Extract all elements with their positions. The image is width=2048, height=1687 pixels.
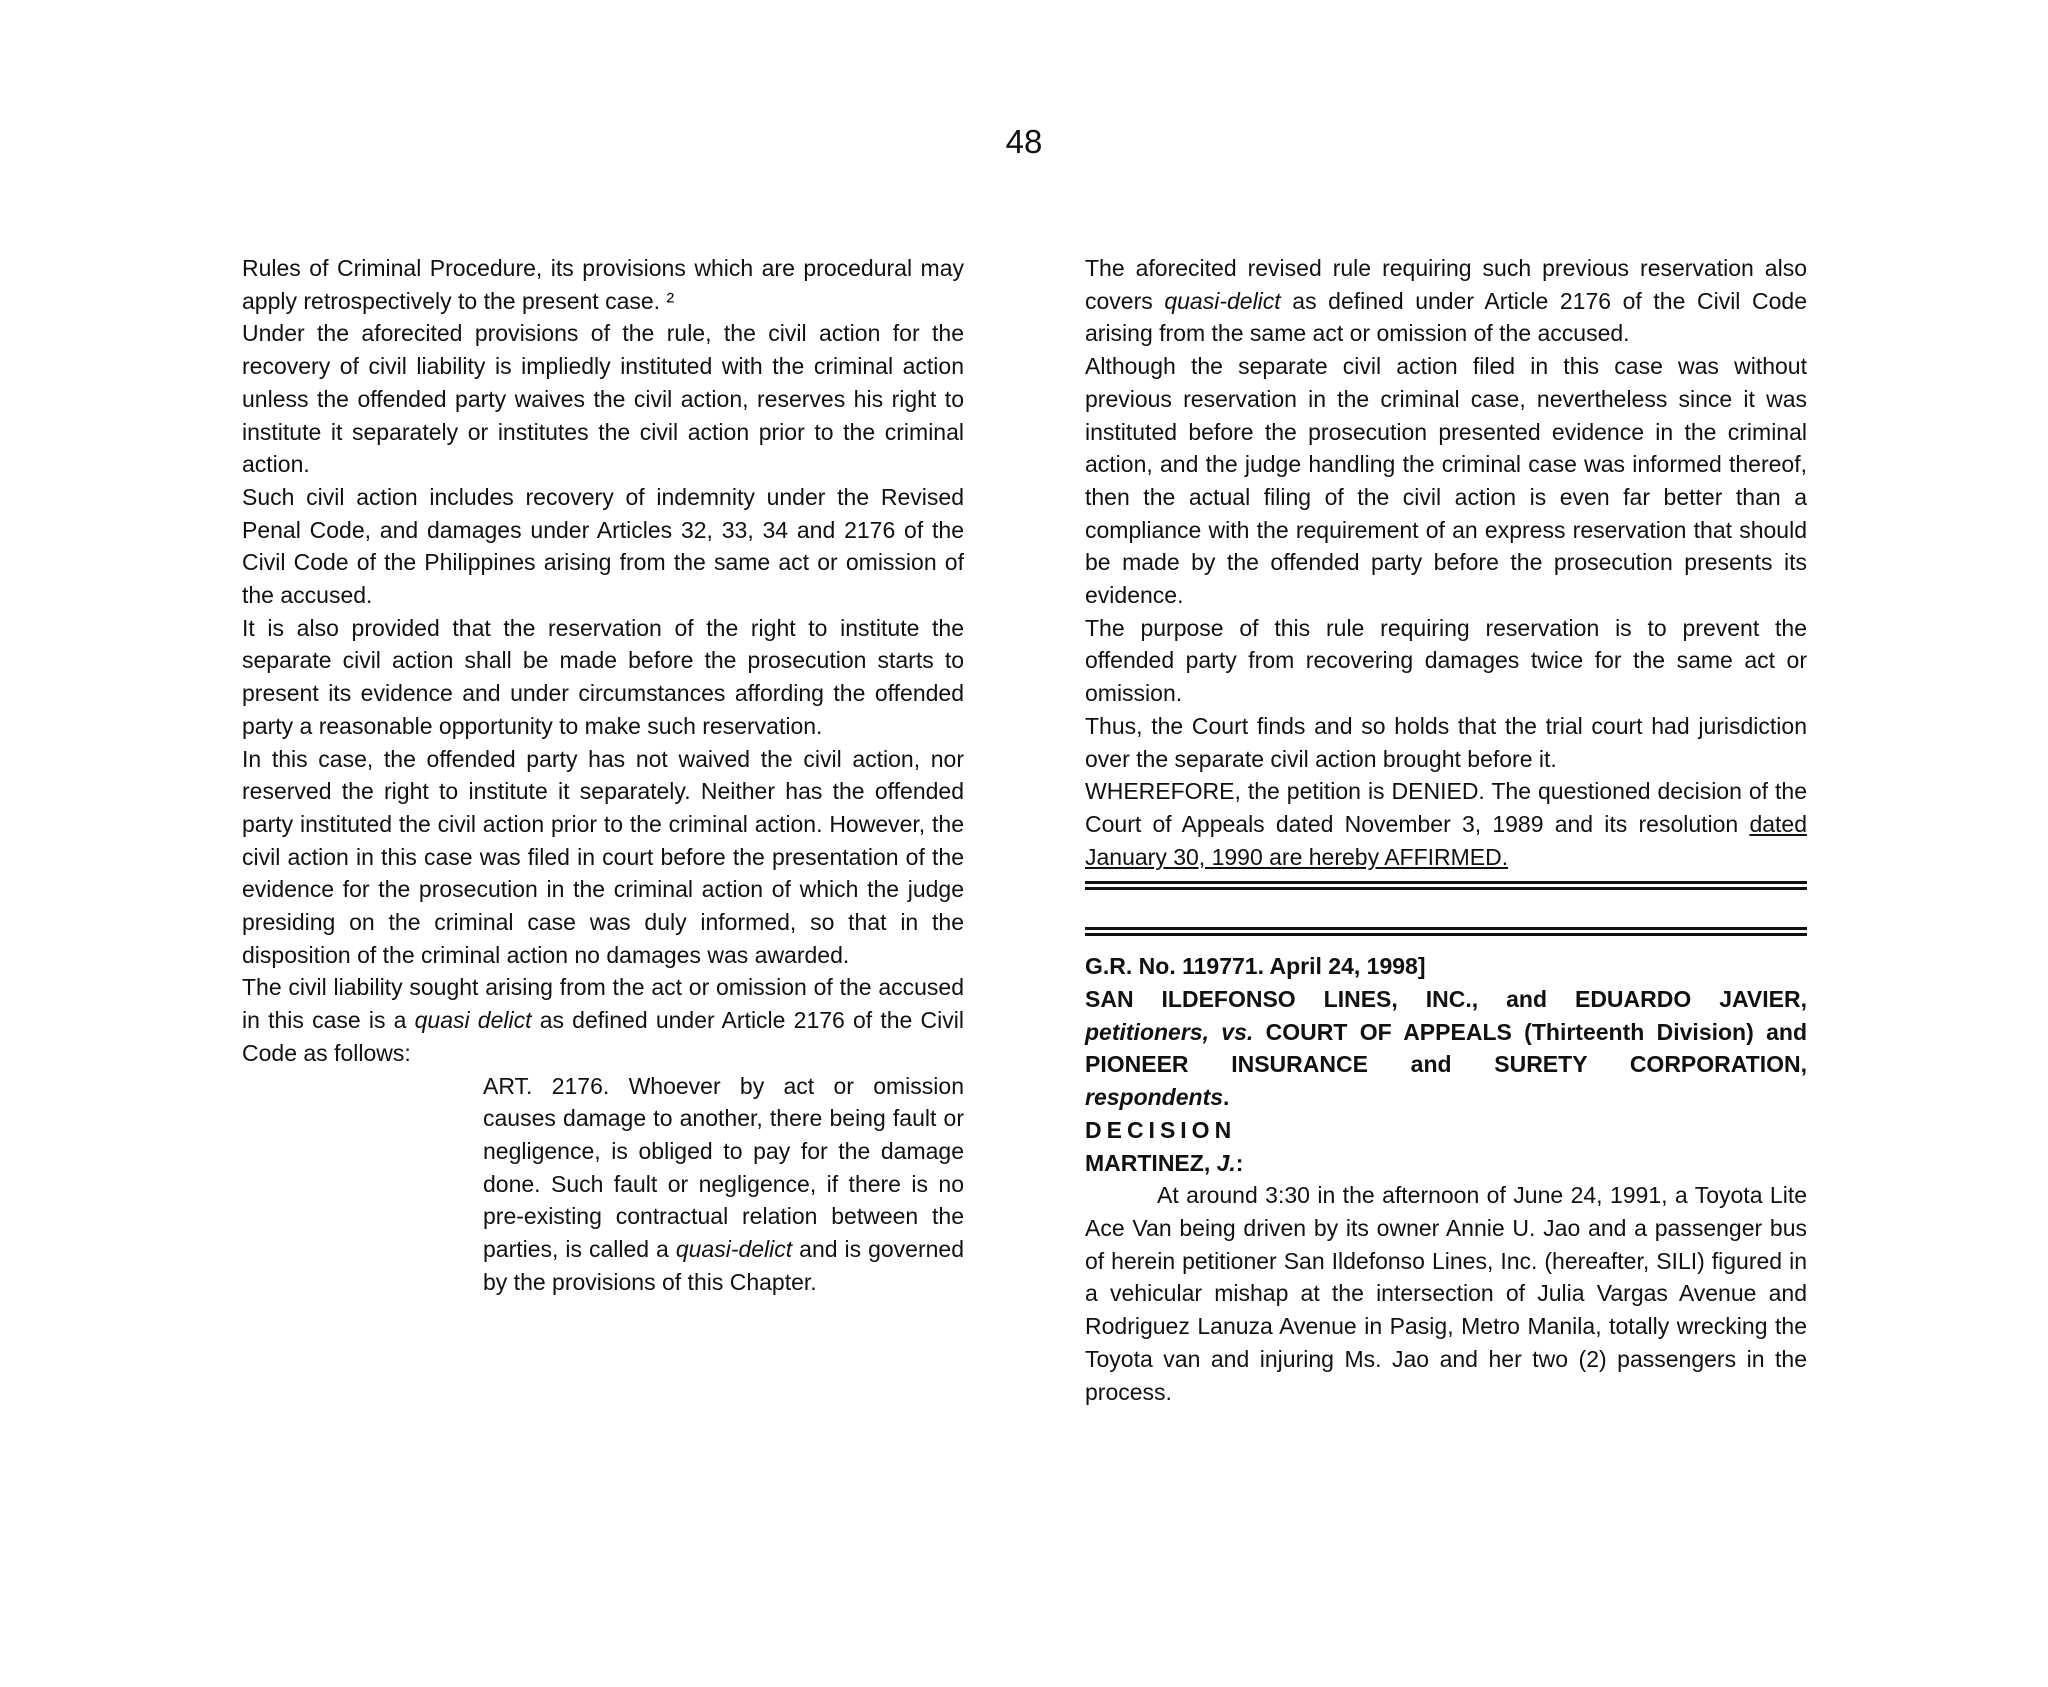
italic-term: petitioners, vs. xyxy=(1085,1018,1254,1045)
paragraph: The purpose of this rule requiring reservation is to prevent the offended party from recovering damages twice for the same act or omission. xyxy=(1085,614,1807,707)
decision-heading: DECISION xyxy=(1085,1116,1237,1143)
left-column xyxy=(242,252,964,1299)
page-number: 48 xyxy=(1005,123,1043,160)
right-column xyxy=(1085,252,1807,1408)
text-run: MARTINEZ, xyxy=(1085,1149,1217,1176)
text-run: and is governed by the provisions of this Chapter. xyxy=(483,1236,964,1295)
text-run: ART. 2176. Whoever by act or omission causes damage to another, there being fault or negligence, is obliged to pay for the damage done. Such fault or negligence, if there is no pre-existing contractual relation between the parties, is called a xyxy=(483,1072,964,1263)
text-run: COURT OF APPEALS (Thirteenth Division) and PIONEER INSURANCE and SURETY CORPORATION, xyxy=(1085,1018,1807,1078)
justice-name xyxy=(1085,1147,1807,1180)
text-run: SAN ILDEFONSO LINES, INC., and EDUARDO JAVIER, xyxy=(1085,986,1807,1013)
text-run: : xyxy=(1235,1149,1244,1176)
spacer xyxy=(1085,890,1807,927)
paragraph xyxy=(1085,252,1807,350)
double-rule-divider xyxy=(1085,881,1807,890)
text-run: as defined under Article 2176 of the Civil Code arising from the same act or omission of the accused. xyxy=(1085,287,1807,347)
paragraph: Such civil action includes recovery of indemnity under the Revised Penal Code, and damages under Articles 32, 33, 34 and 2176 of the Civil Code of the Philippines arising from the same act or omission of the accused. xyxy=(242,483,964,609)
paragraph: Thus, the Court finds and so holds that the trial court had jurisdiction over the separate civil action brought before it. xyxy=(1085,712,1807,772)
italic-term: J. xyxy=(1216,1149,1236,1176)
paragraph xyxy=(242,971,964,1069)
italic-term: quasi delict xyxy=(414,1007,532,1034)
paragraph: Under the aforecited provisions of the rule, the civil action for the recovery of civil liability is impliedly instituted with the criminal action unless the offended party waives the civil action, reserves his right to institute it separately or institutes the civil action prior to the criminal action. xyxy=(242,320,964,478)
text-run: The civil liability sought arising from the act or omission of the accused in this case is a xyxy=(242,974,964,1034)
text-run: The aforecited revised rule requiring such previous reservation also covers xyxy=(1085,255,1807,314)
case-number: G.R. No. 119771. April 24, 1998] xyxy=(1085,953,1426,980)
paragraph: At around 3:30 in the afternoon of June 24, 1991, a Toyota Lite Ace Van being driven by its owner Annie U. Jao and a passenger bus of herein petitioner San Ildefonso Lines, Inc. (hereafter, SILI) figured in a vehicular mishap at the intersection of Julia Vargas Avenue and Rodriguez Lanuza Avenue in Pasig, Metro Manila, totally wrecking the Toyota van and injuring Ms. Jao and her two (2) passengers in the process. xyxy=(1085,1182,1807,1405)
quoted-article xyxy=(483,1070,964,1299)
underlined-text: dated January 30, 1990 are hereby AFFIRMED. xyxy=(1085,810,1807,870)
double-rule-divider xyxy=(1085,927,1807,936)
paragraph: In this case, the offended party has not waived the civil action, nor reserved the right to institute it separately. Neither has the offended party instituted the civil action prior to the criminal action. However, the civil action in this case was filed in court before the presentation of the evidence for the prosecution in the criminal action of which the judge presiding on the criminal case was duly informed, so that in the disposition of the criminal action no damages was awarded. xyxy=(242,745,964,968)
paragraph xyxy=(1085,775,1807,873)
text-run: as defined under Article 2176 of the Civil Code as follows: xyxy=(242,1007,964,1066)
text-run: WHEREFORE, the petition is DENIED. The questioned decision of the Court of Appeals dated November 3, 1989 and its resolution xyxy=(1085,778,1807,837)
italic-term: quasi-delict xyxy=(675,1236,793,1263)
text-run: . xyxy=(1223,1084,1230,1111)
italic-term: quasi-delict xyxy=(1164,287,1281,314)
paragraph: Although the separate civil action filed in this case was without previous reservation in the criminal case, nevertheless since it was instituted before the prosecution presented evidence in the criminal action, and the judge handling the criminal case was informed thereof, then the actual filing of the civil action is even far better than a compliance with the requirement of an express reservation that should be made by the offended party before the prosecution presents its evidence. xyxy=(1085,353,1807,609)
italic-term: respondents xyxy=(1085,1084,1224,1111)
paragraph: Rules of Criminal Procedure, its provisions which are procedural may apply retrospectively to the present case. ² xyxy=(242,255,964,314)
case-parties xyxy=(1085,983,1807,1114)
paragraph: It is also provided that the reservation of the right to institute the separate civil action shall be made before the prosecution starts to present its evidence and under circumstances affording the offended party a reasonable opportunity to make such reservation. xyxy=(242,614,964,739)
